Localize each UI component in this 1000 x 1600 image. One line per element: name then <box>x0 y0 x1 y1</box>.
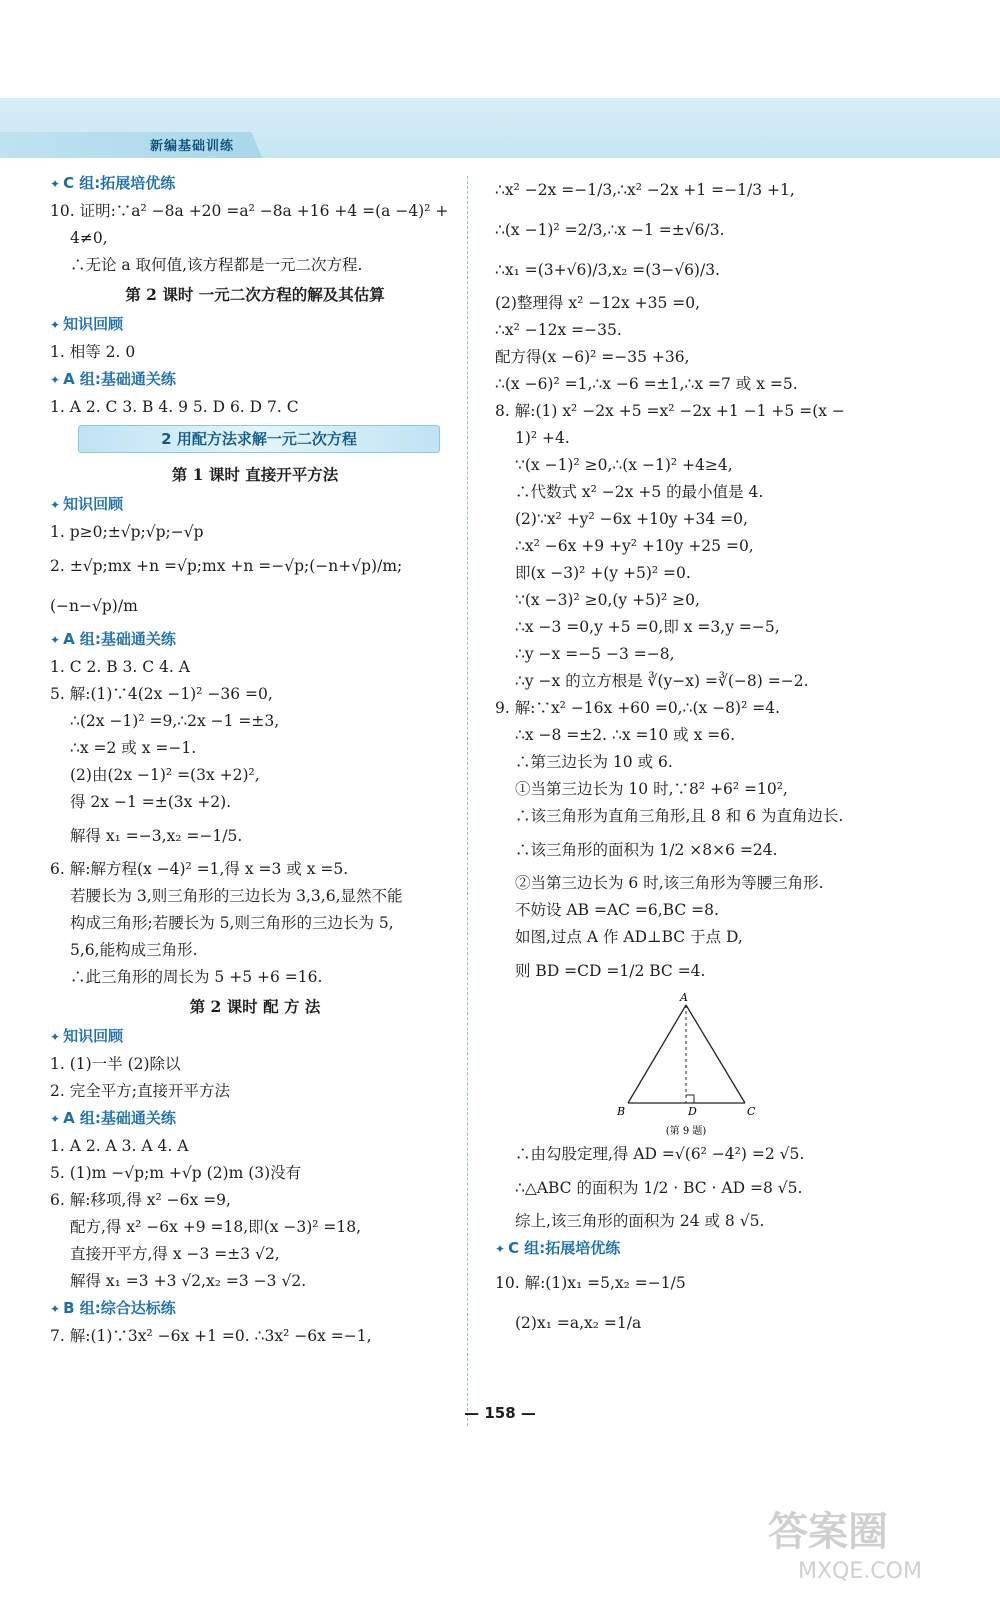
answer-line: 配方,得 x² −6x +9 =18,即(x −3)² =18, <box>70 1218 362 1236</box>
answer-line: 5. 解:(1)∵4(2x −1)² −36 =0, <box>50 685 273 703</box>
answer-line: ∴x =2 或 x =−1. <box>70 739 197 757</box>
answer-line: ∴y −x 的立方根是 ∛(y−x) =∛(−8) =−2. <box>515 672 809 690</box>
answer-line: ∵(x −1)² ≥0,∴(x −1)² +4≥4, <box>515 456 733 474</box>
triangle-diagram <box>495 991 950 1141</box>
left-column <box>50 170 460 1350</box>
answer-line: ∴该三角形为直角三角形,且 8 和 6 为直角边长. <box>515 807 844 825</box>
answer-line: ∴△ABC 的面积为 1/2 · BC · AD =8 √5. <box>515 1179 803 1197</box>
answer-line: ∴该三角形的面积为 1/2 ×8×6 =24. <box>515 841 778 859</box>
section-heading: ✦ B 组:综合达标练 <box>50 1295 460 1323</box>
answer-line: ②当第三边长为 6 时,该三角形为等腰三角形. <box>515 874 824 892</box>
section-heading: ✦ 知识回顾 <box>50 1023 460 1051</box>
answer-line: ∴此三角形的周长为 5 +5 +6 =16. <box>70 968 323 986</box>
answer-line: 直接开平方,得 x −3 =±3 √2, <box>70 1245 280 1263</box>
watermark-text: 答案圈 <box>768 1509 888 1555</box>
answer-line: 5. (1)m −√p;m +√p (2)m (3)没有 <box>50 1164 302 1182</box>
answer-line: ∴无论 a 取何值,该方程都是一元二次方程. <box>70 256 363 274</box>
chapter-heading: 2 用配方法求解一元二次方程 <box>78 425 440 453</box>
answer-line: 配方得(x −6)² =−35 +36, <box>495 348 690 366</box>
figure-caption: (第 9 题) <box>665 1126 707 1137</box>
section-heading: ✦ 知识回顾 <box>50 491 460 519</box>
answer-line: (−n−√p)/m <box>50 597 138 615</box>
section-heading: ✦ A 组:基础通关练 <box>50 626 460 654</box>
answer-line: ∴x² −12x =−35. <box>495 321 622 339</box>
answer-line: 1. A 2. A 3. A 4. A <box>50 1137 189 1155</box>
answer-line: 4≠0, <box>70 229 108 247</box>
answer-line: 6. 解:移项,得 x² −6x =9, <box>50 1191 231 1209</box>
answer-line: (2)x₁ =a,x₂ =1/a <box>515 1314 642 1332</box>
right-column <box>495 170 950 1343</box>
right-angle-mark <box>686 1095 694 1103</box>
answer-line: 10. 证明:∵a² −8a +20 =a² −8a +16 +4 =(a −4)² + <box>50 202 449 220</box>
answer-line: 如图,过点 A 作 AD⊥BC 于点 D, <box>515 928 743 946</box>
answer-line: 得 2x −1 =±(3x +2). <box>70 793 232 811</box>
side-ac <box>686 1005 745 1103</box>
answer-line: ∴y −x =−5 −3 =−8, <box>515 645 675 663</box>
answer-line: 5,6,能构成三角形. <box>70 941 198 959</box>
answer-line: 则 BD =CD =1/2 BC =4. <box>515 962 706 980</box>
answer-line: ∴x₁ =(3+√6)/3,x₂ =(3−√6)/3. <box>495 261 720 279</box>
answer-line: 2. 完全平方;直接开平方法 <box>50 1082 230 1100</box>
answer-line: 不妨设 AB =AC =6,BC =8. <box>515 901 719 919</box>
column-divider <box>467 176 468 1426</box>
answer-line: ∴第三边长为 10 或 6. <box>515 753 673 771</box>
answer-line: 解得 x₁ =−3,x₂ =−1/5. <box>70 827 243 845</box>
answer-line: 9. 解:∵x² −16x +60 =0,∴(x −8)² =4. <box>495 699 781 717</box>
label-a: A <box>680 991 688 1004</box>
answer-line: 6. 解:解方程(x −4)² =1,得 x =3 或 x =5. <box>50 860 349 878</box>
section-heading: ✦ C 组:拓展培优练 <box>495 1235 950 1263</box>
answer-line: (2)由(2x −1)² =(3x +2)², <box>70 766 260 784</box>
answer-line: (2)∵x² +y² −6x +10y +34 =0, <box>515 510 748 528</box>
lesson-heading: 第 1 课时 直接开平方法 <box>171 465 339 484</box>
answer-line: ∴(x −1)² =2/3,∴x −1 =±√6/3. <box>495 221 725 239</box>
section-heading: ✦ C 组:拓展培优练 <box>50 170 460 198</box>
answer-line: 2. ±√p;mx +n =√p;mx +n =−√p;(−n+√p)/m; <box>50 557 403 575</box>
answer-line: ∴(x −6)² =1,∴x −6 =±1,∴x =7 或 x =5. <box>495 375 798 393</box>
answer-line: ①当第三边长为 10 时,∵8² +6² =10², <box>515 780 788 798</box>
answer-line: 1. A 2. C 3. B 4. 9 5. D 6. D 7. C <box>50 398 299 416</box>
answer-line: 1. (1)一半 (2)除以 <box>50 1055 181 1073</box>
answer-line: 解得 x₁ =3 +3 √2,x₂ =3 −3 √2. <box>70 1272 307 1290</box>
label-d: D <box>688 1105 697 1118</box>
answer-line: 7. 解:(1)∵3x² −6x +1 =0. ∴3x² −6x =−1, <box>50 1327 372 1345</box>
answer-line: 1. 相等 2. 0 <box>50 343 136 361</box>
answer-line: ∴x −3 =0,y +5 =0,即 x =3,y =−5, <box>515 618 780 636</box>
section-heading: ✦ 知识回顾 <box>50 311 460 339</box>
lesson-heading: 第 2 课时 一元二次方程的解及其估算 <box>125 285 385 304</box>
watermark-logo <box>758 1500 978 1590</box>
answer-line: 构成三角形;若腰长为 5,则三角形的三边长为 5, <box>70 914 394 932</box>
answer-line: 即(x −3)² +(y +5)² =0. <box>515 564 691 582</box>
answer-line: ∴x −8 =±2. ∴x =10 或 x =6. <box>515 726 736 744</box>
answer-line: 综上,该三角形的面积为 24 或 8 √5. <box>515 1212 765 1230</box>
answer-line: (2)整理得 x² −12x +35 =0, <box>495 294 701 312</box>
page-number: — 158 — <box>464 1404 536 1422</box>
answer-line: 1)² +4. <box>515 429 570 447</box>
label-c: C <box>747 1105 756 1118</box>
section-heading: ✦ A 组:基础通关练 <box>50 366 460 394</box>
answer-line: ∴(2x −1)² =9,∴2x −1 =±3, <box>70 712 280 730</box>
label-b: B <box>617 1105 626 1118</box>
section-heading: ✦ A 组:基础通关练 <box>50 1105 460 1133</box>
answer-line: 若腰长为 3,则三角形的三边长为 3,3,6,显然不能 <box>70 887 403 905</box>
answer-line: ∵(x −3)² ≥0,(y +5)² ≥0, <box>515 591 700 609</box>
series-title: 新编基础训练 <box>150 139 235 154</box>
watermark-url: MXQE.COM <box>798 1559 922 1584</box>
triangle-figure <box>495 991 950 1141</box>
side-ab <box>628 1005 686 1103</box>
answer-line: ∴x² −2x =−1/3,∴x² −2x +1 =−1/3 +1, <box>495 181 795 199</box>
lesson-heading: 第 2 课时 配 方 法 <box>189 997 321 1016</box>
answer-line: ∴代数式 x² −2x +5 的最小值是 4. <box>515 483 764 501</box>
answer-line: 8. 解:(1) x² −2x +5 =x² −2x +1 −1 +5 =(x − <box>495 402 845 420</box>
answer-line: 10. 解:(1)x₁ =5,x₂ =−1/5 <box>495 1274 686 1292</box>
answer-line: 1. C 2. B 3. C 4. A <box>50 658 190 676</box>
answer-line: ∴x² −6x +9 +y² +10y +25 =0, <box>515 537 754 555</box>
answer-line: 1. p≥0;±√p;√p;−√p <box>50 523 204 541</box>
answer-line: ∴由勾股定理,得 AD =√(6² −4²) =2 √5. <box>515 1145 805 1163</box>
